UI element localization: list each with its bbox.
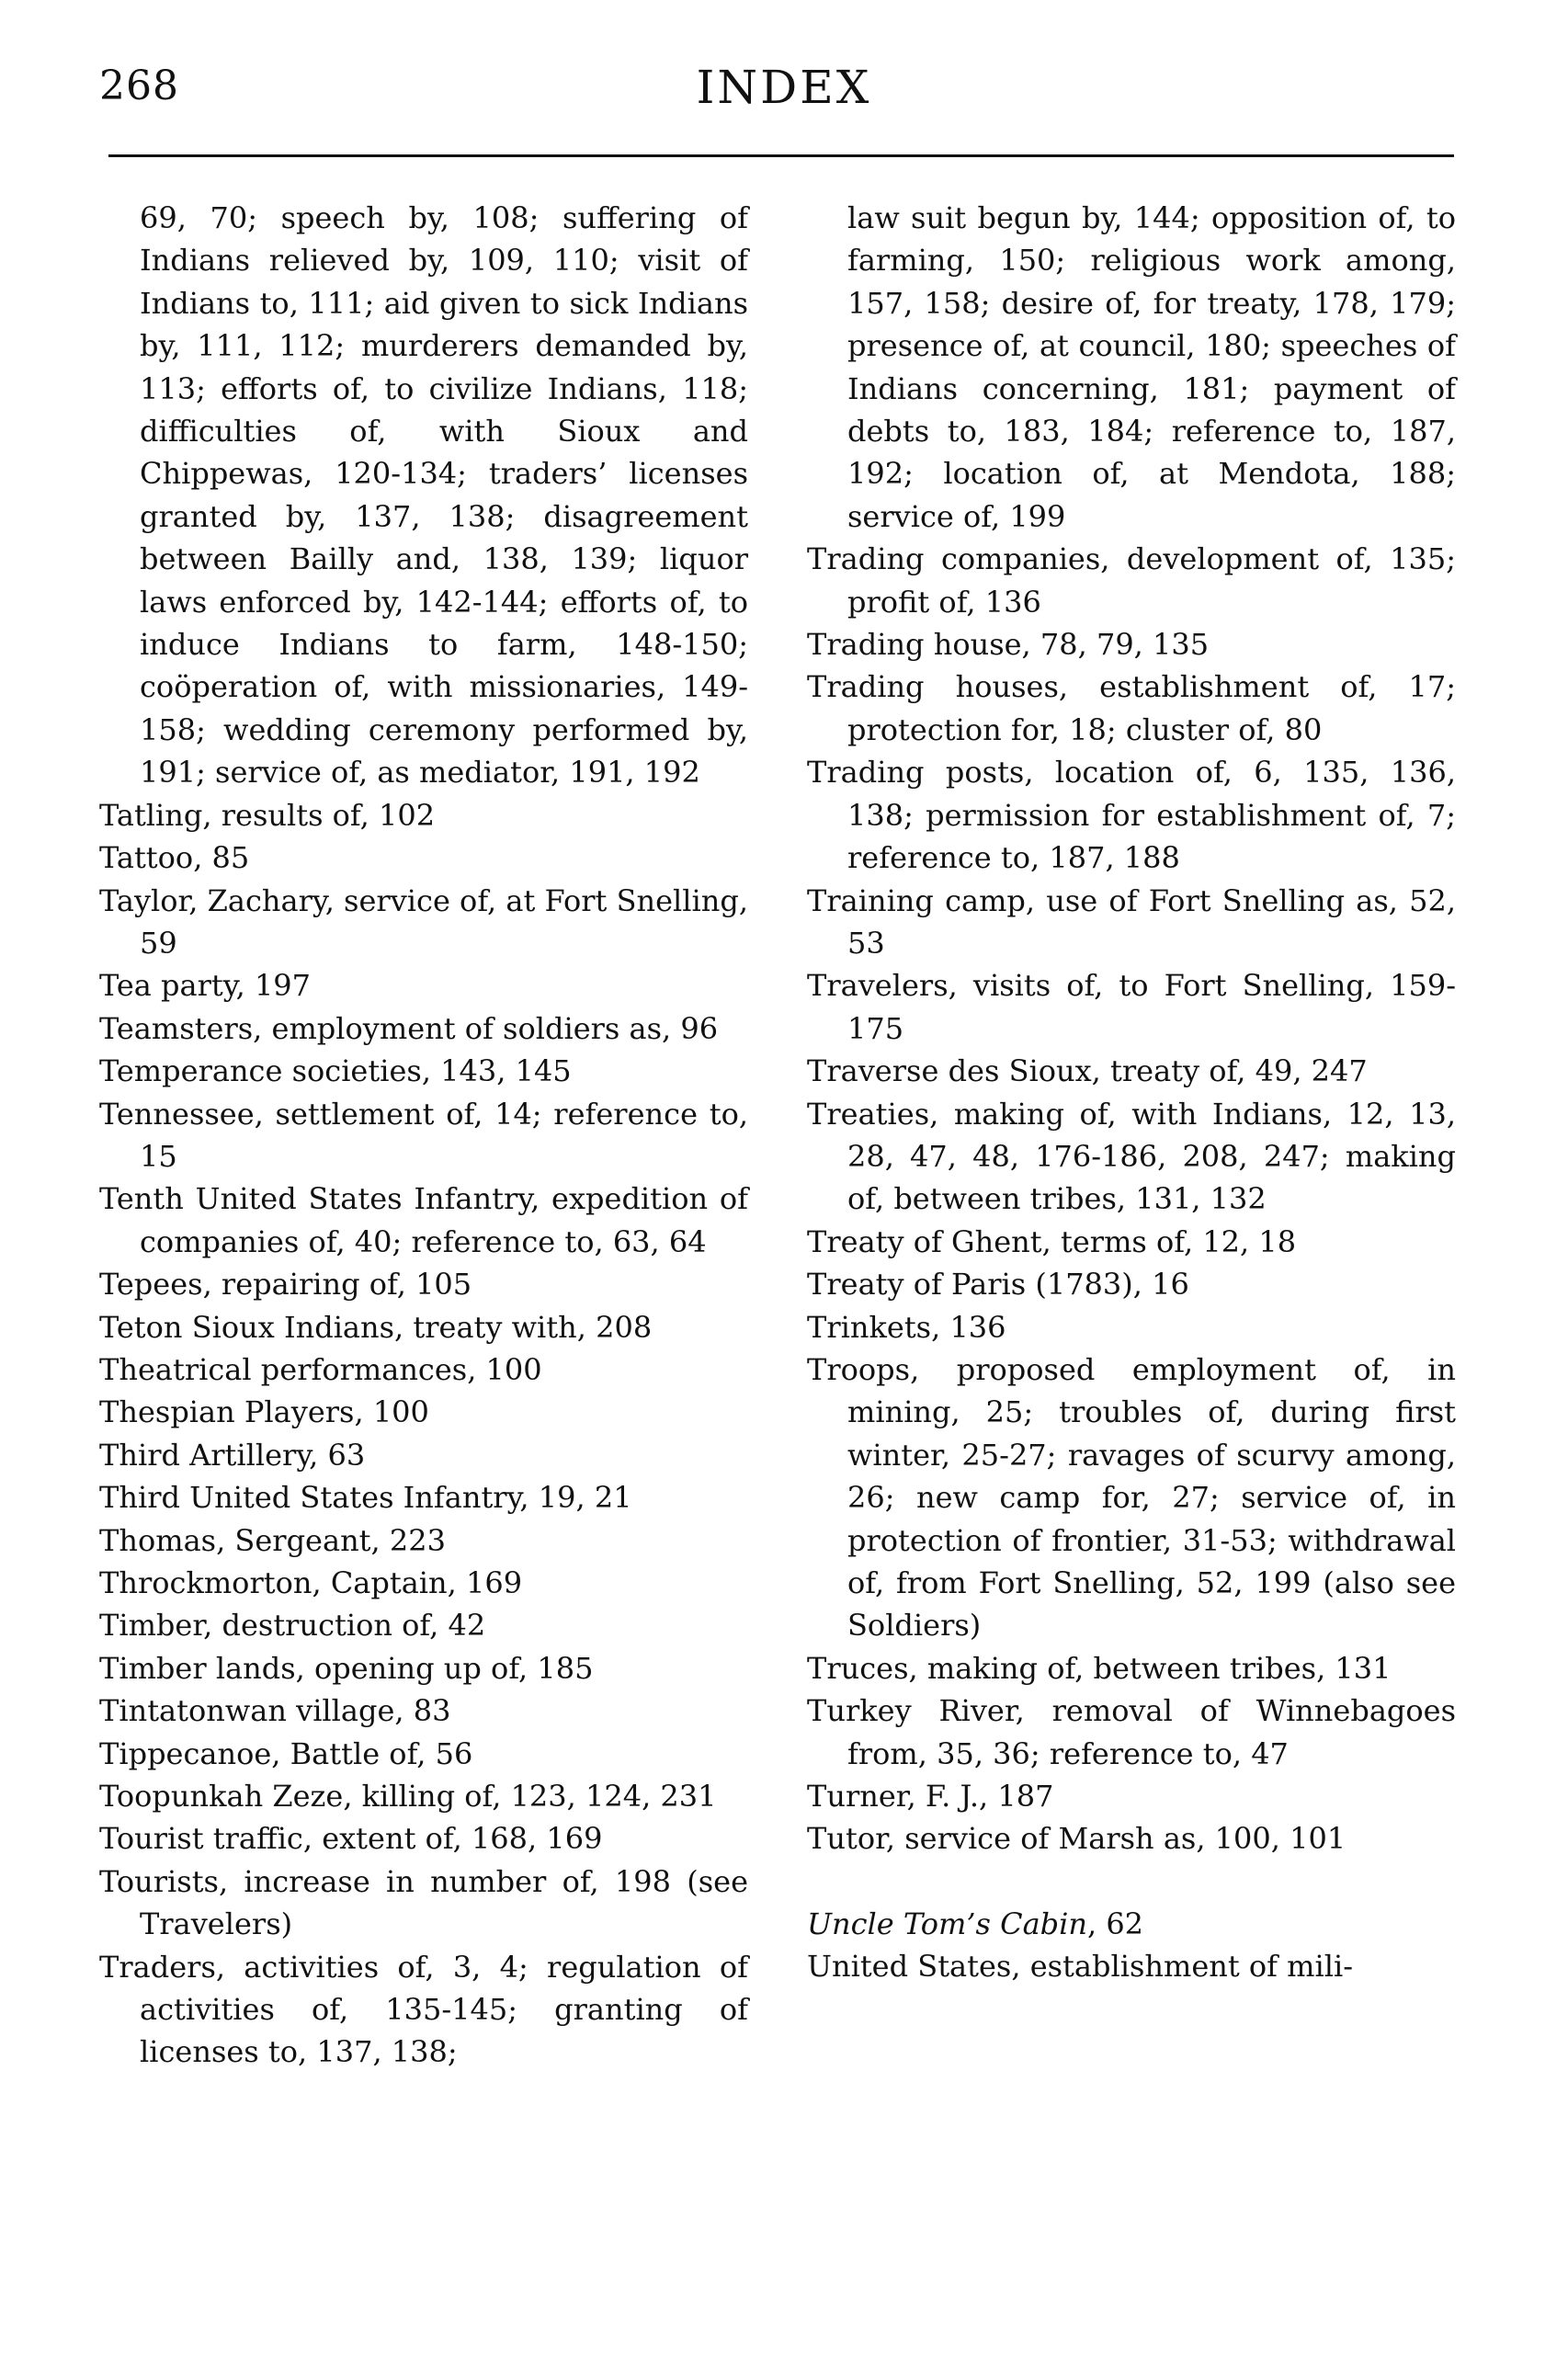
index-entry: Trading posts, location of, 6, 135, 136, 138; permission for establishment of, 7; reference to, 187, 188 <box>807 755 1456 876</box>
index-entry: Third United States Infantry, 19, 21 <box>99 1480 632 1516</box>
index-entry: Travelers, visits of, to Fort Snelling, 159-175 <box>807 968 1456 1046</box>
book-title: Uncle Tom’s Cabin <box>807 1906 1087 1941</box>
index-entry: Thespian Players, 100 <box>99 1394 429 1430</box>
index-column-right <box>807 197 1456 1988</box>
index-entry: Timber lands, opening up of, 185 <box>99 1650 594 1686</box>
index-entry: law suit begun by, 144; opposition of, to farming, 150; religious work among, 157, 158; desire of, for treaty, 178, 179; presence of, at council, 180; speeches of Indians concerning, 181; payment of debts to, 183, 184; reference to, 187, 192; location of, at Mendota, 188; service of, 199 <box>847 200 1456 534</box>
index-column-left <box>99 197 748 2074</box>
index-entry: Tennessee, settlement of, 14; reference to, 15 <box>99 1096 748 1174</box>
index-entry: Thomas, Sergeant, 223 <box>99 1522 446 1558</box>
index-entry: Training camp, use of Fort Snelling as, 52, 53 <box>807 882 1456 961</box>
page-title: INDEX <box>696 61 872 114</box>
index-entry: Tatling, results of, 102 <box>99 797 436 833</box>
index-entry: Teamsters, employment of soldiers as, 96 <box>99 1010 719 1046</box>
index-entry: Treaties, making of, with Indians, 12, 13, 28, 47, 48, 176-186, 208, 247; making of, between tribes, 131, 132 <box>807 1096 1456 1217</box>
index-entry: Tepees, repairing of, 105 <box>99 1267 472 1303</box>
header-rule <box>108 154 1454 157</box>
index-entry: Trading companies, development of, 135; profit of, 136 <box>807 541 1456 620</box>
index-entry: Tenth United States Infantry, expedition of companies of, 40; reference to, 63, 64 <box>99 1181 748 1259</box>
index-entry: Treaty of Paris (1783), 16 <box>807 1267 1189 1303</box>
index-entry: Tintatonwan village, 83 <box>99 1693 451 1729</box>
index-entry: Tippecanoe, Battle of, 56 <box>99 1735 473 1771</box>
index-entry: Troops, proposed employment of, in mining, 25; troubles of, during first winter, 25-27; ravages of scurvy among, 26; new camp for, 27; service of, in protection of frontier, 31-53; withdrawal of, from Fort Snelling, 52, 199 (also see Soldiers) <box>807 1351 1456 1644</box>
index-entry: Traders, activities of, 3, 4; regulation of activities of, 135-145; granting of licenses to, 137, 138; <box>99 1949 748 2070</box>
index-entry: Trinkets, 136 <box>807 1309 1006 1345</box>
index-entry: Turkey River, removal of Winnebagoes from, 35, 36; reference to, 47 <box>807 1693 1456 1771</box>
index-entry: Tattoo, 85 <box>99 840 250 876</box>
index-entry: Toopunkah Zeze, killing of, 123, 124, 231 <box>99 1779 717 1815</box>
index-entry: Timber, destruction of, 42 <box>99 1608 486 1644</box>
index-entry: Trading houses, establishment of, 17; protection for, 18; cluster of, 80 <box>807 669 1456 747</box>
index-entry: Truces, making of, between tribes, 131 <box>807 1650 1392 1686</box>
index-entry: Treaty of Ghent, terms of, 12, 18 <box>807 1223 1297 1259</box>
index-entry: Throckmorton, Captain, 169 <box>99 1565 523 1600</box>
index-entry: Tourist traffic, extent of, 168, 169 <box>99 1821 603 1857</box>
page-number: 268 <box>99 63 179 109</box>
index-entry: Tourists, increase in number of, 198 (see Travelers) <box>99 1863 748 1942</box>
index-entry: Tutor, service of Marsh as, 100, 101 <box>807 1821 1346 1857</box>
index-entry-book-title <box>807 1903 1456 1945</box>
index-entry: Trading house, 78, 79, 135 <box>807 627 1210 663</box>
book-title-pages: , 62 <box>1086 1906 1144 1941</box>
index-entry: Teton Sioux Indians, treaty with, 208 <box>99 1309 653 1345</box>
index-entry: Third Artillery, 63 <box>99 1437 366 1473</box>
index-entry: Taylor, Zachary, service of, at Fort Snelling, 59 <box>99 882 748 961</box>
index-entry: Theatrical performances, 100 <box>99 1351 542 1387</box>
index-entry: Tea party, 197 <box>99 968 312 1004</box>
index-entry: Turner, F. J., 187 <box>807 1779 1054 1815</box>
index-entry: Temperance societies, 143, 145 <box>99 1053 572 1089</box>
index-entry: United States, establishment of mili- <box>807 1949 1354 1985</box>
index-entry: Traverse des Sioux, treaty of, 49, 247 <box>807 1053 1368 1089</box>
index-entry: 69, 70; speech by, 108; suffering of Indians relieved by, 109, 110; visit of Indians to, 111; aid given to sick Indians by, 111, 112; murderers demanded by, 113; efforts of, to civilize Indians, 118; difficulties of, with Sioux and Chippewas, 120-134; traders’ licenses granted by, 137, 138; disagreement between Bailly and, 138, 139; liquor laws enforced by, 142-144; efforts of, to induce Indians to farm, 148-150; coöperation of, with missionaries, 149-158; wedding ceremony performed by, 191; service of, as mediator, 191, 192 <box>140 200 748 791</box>
